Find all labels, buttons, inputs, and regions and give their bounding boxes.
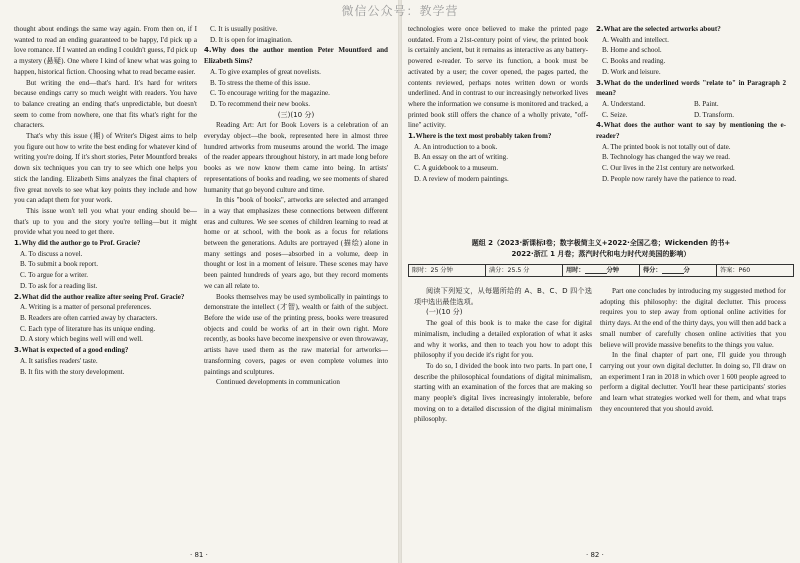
score-got: 得分： 分 [640, 265, 717, 276]
option: A. The printed book is not totally out of date. [602, 142, 731, 151]
group-header [414, 238, 788, 260]
option: A. Writing is a matter of personal preferences. [20, 303, 152, 312]
option: D. People now rarely have the patience to read. [602, 174, 737, 183]
page-number-right: · 82 · [586, 551, 604, 559]
question-1: 1.Where is the text most probably taken from? [408, 131, 552, 141]
option: B. An essay on the art of writing. [414, 153, 508, 162]
option: B. Home and school. [602, 46, 662, 55]
option: A. An introduction to a book. [414, 142, 498, 151]
column-3 [408, 24, 588, 185]
group-title-line: 2022·浙江 1 月卷；蒸汽时代和电力时代对美国的影响） [511, 250, 691, 258]
passage-paragraph: In this "book of books", artworks are selected and arranged in a way that emphasizes these connections between different eras and cultures. We see scenes of children learning to read at home or at school, with the book as a focus for relations between the generations. Adults are portrayed (描绘) alone in many settings and poses—absorbed in a volume, deep in thought or lost in a moment of leisure. These scenes may have been painted hundreds of years ago, but they record moments we can all relate to. [204, 196, 388, 290]
passage-paragraph: Part one concludes by introducing my suggested method for adopting this philosophy: the digital declutter. This process requires you to step away from optional online activities for thirty days. At the end of the thirty days, you will then add back a small number of carefully chosen online activities that you believe will provide massive benefits to the things you value. [600, 287, 786, 349]
passage-paragraph: Reading Art: Art for Book Lovers is a celebration of an everyday object—the book, represented here in almost three hundred artworks from museums around the world. The image of the reader appears throughout history, in art made long before books as we now know them came into being. In artists' representations of books and reading, we see moments of shared humanity that go beyond culture and time. [204, 121, 388, 194]
option-row [596, 99, 786, 110]
section-heading: (三)(10 分) [277, 109, 315, 119]
option: A. To give examples of great novelists. [210, 67, 321, 76]
option: B. To stress the theme of this issue. [210, 78, 311, 87]
passage-paragraph: The goal of this book is to make the case for digital minimalism, including a detailed exploration of what it asks and why it works, and then to teach you how to adopt this philosophy if you decide it's right for you. [414, 319, 592, 360]
option: C. To argue for a writer. [20, 271, 88, 280]
group-title-line: 题组 2（2023·新课标Ⅰ卷；数字极简主义+2022·全国乙卷；Wickenden 的书+ [471, 239, 731, 247]
option: B. It fits with the story development. [20, 367, 125, 376]
passage-paragraph: To do so, I divided the book into two parts. In part one, I describe the philosophical foundations of digital minimalism, starting with an examination of the forces that are making so many people's digital lives increasingly intolerable, before moving on to a detailed discussion of the digital minimalism philosophy. [414, 361, 592, 424]
column-5 [414, 286, 592, 425]
passage-paragraph: That's why this issue (期) of Writer's Digest aims to help you figure out how to write the best ending for whatever kind of writing you're doing. If it's short stories, Peter Mountford breaks down six techniques you can try to see which one helps you stick the landing. Elizabeth Sims analyzes the final chapters of five great novels to see what key points they include and how you can adapt them for your work. [14, 132, 197, 205]
column-2 [204, 24, 388, 388]
section-heading: (一)(10 分) [426, 307, 463, 317]
question-4: 4.What does the author want to say by mentioning the e-reader? [596, 120, 786, 141]
option: A. To discuss a novel. [20, 249, 83, 258]
option: D. It is open for imagination. [210, 35, 293, 44]
option: D. Transform. [694, 110, 735, 119]
option: C. Seize. [602, 110, 628, 119]
option: A. Wealth and intellect. [602, 35, 669, 44]
option: C. It is usually positive. [210, 25, 278, 33]
time-used: 用时： 分钟 [563, 265, 640, 276]
question-1: 1.Why did the author go to Prof. Gracie? [14, 238, 141, 248]
time-limit: 限时：25 分钟 [409, 265, 486, 276]
option: D. A story which begins well will end well. [20, 335, 143, 344]
question-2: 2.What did the author realize after seeing Prof. Gracie? [14, 291, 185, 301]
option: B. Paint. [694, 99, 719, 108]
page-number-left: · 81 · [190, 551, 208, 559]
option: C. Each type of literature has its unique ending. [20, 324, 156, 333]
answer-page: 答案：P60 [720, 267, 751, 274]
passage-paragraph: But writing the end—that's hard. It's hard for writers because endings carry so much weight with readers. You have to balance creating an ending that's unpredictable, but doesn't seem to come from nowhere, one that fits what's right for the characters. [14, 78, 197, 130]
option: A. Understand. [602, 99, 646, 108]
question-3: 3.What do the underlined words "relate to" in Paragraph 2 mean? [596, 77, 786, 98]
question-2: 2.What are the selected artworks about? [596, 24, 721, 33]
option: D. To ask for a reading list. [20, 281, 98, 290]
question-4: 4.Why does the author mention Peter Mountford and Elizabeth Sims? [204, 45, 388, 66]
watermark: 微信公众号：教学营 [341, 4, 459, 18]
instruction: 阅读下列短文，从每题所给的 A、B、C、D 四个选项中选出最佳选项。 [414, 286, 592, 306]
passage-paragraph: In the final chapter of part one, I'll guide you through carrying out your own digital declutter. In doing so, I'll draw on an experiment I ran in 2018 in which over 1 600 people agreed to perform a digital declutter. You'll hear these participants' stories and learn what strategies worked well for them, and what traps they encountered that you should avoid. [600, 351, 786, 413]
option: C. A guidebook to a museum. [414, 164, 499, 173]
option: D. Work and leisure. [602, 67, 661, 76]
option: B. To submit a book report. [20, 260, 98, 269]
option: A. It satisfies readers' taste. [20, 356, 98, 365]
timing-bar [408, 264, 794, 277]
question-3: 3.What is expected of a good ending? [14, 345, 129, 355]
option: B. Technology has changed the way we read. [602, 153, 731, 162]
option: C. Our lives in the 21st century are networked. [602, 164, 735, 173]
column-1 [14, 24, 197, 377]
option: B. Readers are often carried away by characters. [20, 313, 158, 322]
option: C. To encourage writing for the magazine. [210, 89, 330, 98]
passage-paragraph: Books themselves may be used symbolically in paintings to demonstrate the intellect (才智), wealth or faith of the subject. Before the wide use of the printing press, books were treasured objects and could be works of art in their own right. More recently, as books have become inexpensive or even throwaway, artists have used them as the raw material for artworks—transforming covers, pages or even complete volumes into paintings and sculptures. [204, 292, 388, 376]
option-row [596, 110, 786, 121]
passage-paragraph: thought about endings the same way again. From then on, if I wanted to read an ending guaranteed to be happy, I'd pick up a love romance. If I wanted an ending I couldn't guess, I'd pick up a mystery (悬疑). One where I kind of knew what was going to happen, historical fiction. Choosing what to read became easier. [14, 25, 197, 76]
option: D. To recommend their new books. [210, 99, 311, 108]
passage-paragraph: Continued developments in communication [216, 378, 340, 387]
passage-paragraph: This issue won't tell you what your ending should be—that's up to you and the story you're telling—but it might provide what you need to get there. [14, 206, 197, 237]
column-4 [596, 24, 786, 185]
full-score: 满分：25.5 分 [486, 265, 563, 276]
option: D. A review of modern paintings. [414, 174, 509, 183]
option: C. Books and reading. [602, 57, 666, 66]
column-6 [600, 286, 786, 414]
passage-paragraph: technologies were once believed to make the printed page outdated. From a 21st-century point of view, the printed book is certainly ancient, but it remains as interactive as any battery-powered e-reader. To serve its function, a book must be activated by a user; the cover opened, the pages parted, the contents reviewed, perhaps notes written down or words underlined. And in contrast to our increasingly networked lives where the information we consume is monitored and tracked, a printed book still offers the chance of a wholly private, "off-line" activity. [408, 25, 588, 130]
